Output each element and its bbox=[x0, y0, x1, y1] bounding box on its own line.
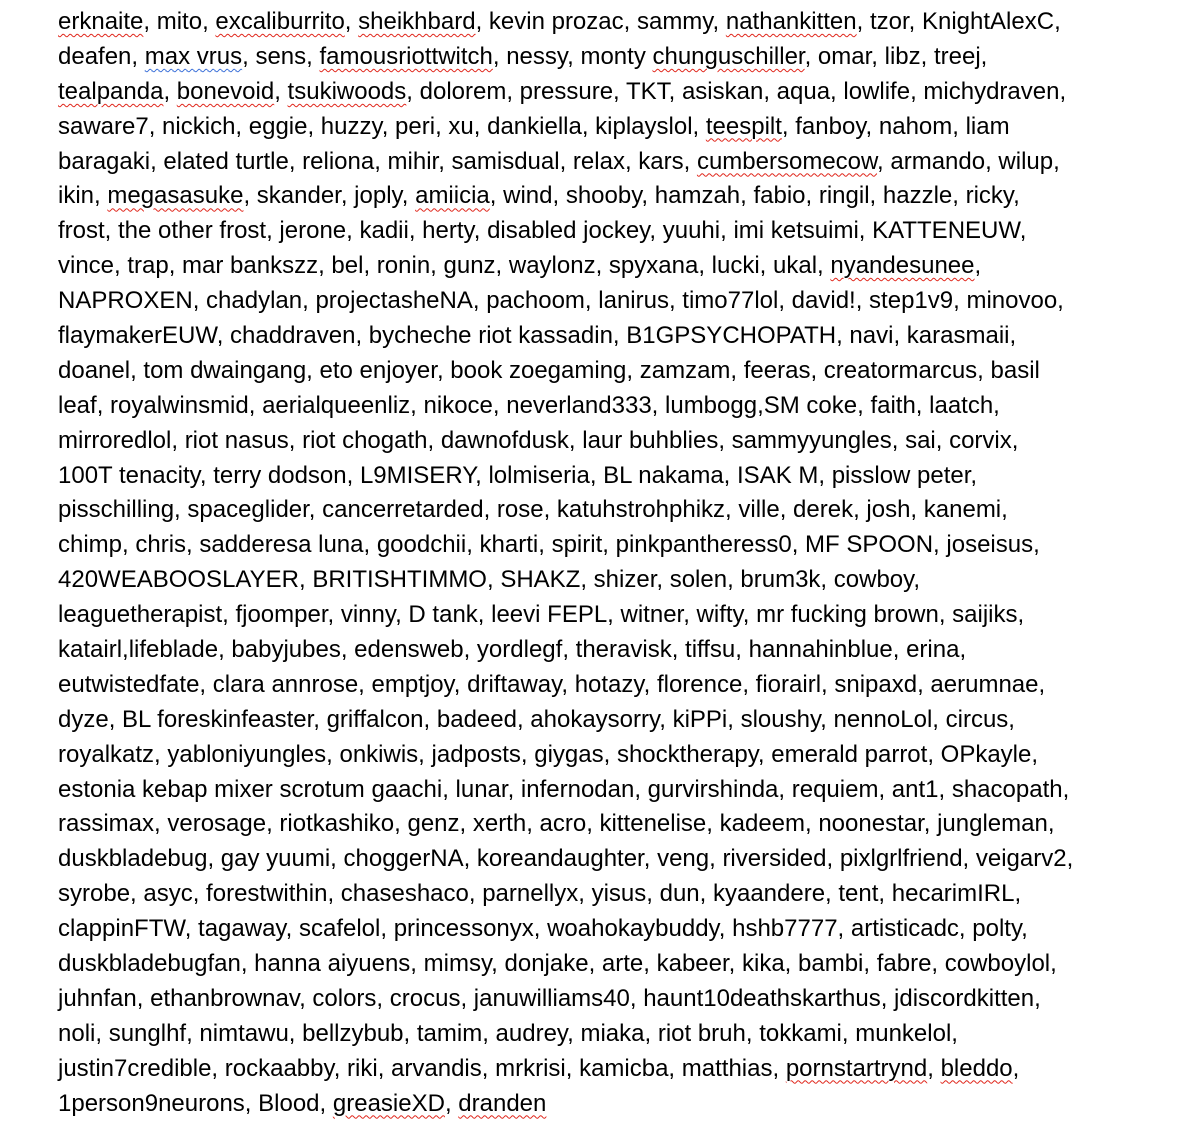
text-run: deafen, bbox=[58, 42, 145, 70]
text-run: royalkatz, yabloniyungles, onkiwis, jadposts, giygas, shocktherapy, emerald parrot, OPkayle, bbox=[58, 740, 1039, 768]
text-run: ikin, bbox=[58, 182, 108, 210]
text-run: noli, sunglhf, nimtawu, bellzybub, tamim, audrey, miaka, riot bruh, tokkami, munkelol, bbox=[58, 1019, 958, 1047]
text-run: estonia kebap mixer scrotum gaachi, lunar, infernodan, gurvirshinda, requiem, ant1, shacopath, bbox=[58, 775, 1070, 803]
text-run: dyze, BL foreskinfeaster, griffalcon, badeed, ahokaysorry, kiPPi, sloushy, nennoLol, circus, bbox=[58, 705, 1015, 733]
text-line bbox=[58, 877, 1184, 912]
spelling-error-underline: nyandesunee bbox=[830, 252, 975, 280]
text-run: , wind, shooby, hamzah, fabio, ringil, hazzle, ricky, bbox=[489, 182, 1020, 210]
spelling-error-underline: bleddo bbox=[940, 1054, 1013, 1082]
text-run: leaguetherapist, fjoomper, vinny, D tank, leevi FEPL, witner, wifty, mr fucking brown, saijiks, bbox=[58, 601, 1025, 629]
text-run: leaf, royalwinsmid, aerialqueenliz, nikoce, neverland333, lumbogg,SM coke, faith, laatch, bbox=[58, 391, 1000, 419]
text-run: NAPROXEN, chadylan, projectasheNA, pachoom, lanirus, timo77lol, david!, step1v9, minovoo, bbox=[58, 287, 1064, 315]
text-line bbox=[58, 459, 1184, 494]
text-run: , armando, wilup, bbox=[877, 147, 1060, 175]
text-line bbox=[58, 110, 1184, 145]
text-run: rassimax, verosage, riotkashiko, genz, xerth, acro, kittenelise, kadeem, noonestar, jungleman, bbox=[58, 810, 1055, 838]
spelling-error-underline: erknaite bbox=[58, 8, 144, 35]
spelling-error-underline: tealpanda bbox=[58, 77, 164, 105]
text-run: , sens, bbox=[242, 42, 320, 70]
spelling-error-underline: cumbersomecow bbox=[696, 147, 878, 175]
spelling-error-underline: greasieXD bbox=[332, 1089, 445, 1117]
text-line bbox=[58, 145, 1184, 180]
text-run: saware7, nickich, eggie, huzzy, peri, xu, dankiella, kiplayslol, bbox=[58, 112, 706, 140]
text-run: juhnfan, ethanbrownav, colors, crocus, januwilliams40, haunt10deathskarthus, jdiscordkitten, bbox=[58, 984, 1041, 1012]
text-run: , omar, libz, treej, bbox=[804, 42, 988, 70]
text-line bbox=[58, 389, 1184, 424]
text-line bbox=[58, 319, 1184, 354]
text-line bbox=[58, 424, 1184, 459]
text-run: eutwistedfate, clara annrose, emptjoy, driftaway, hotazy, florence, fiorairl, snipaxd, aerumnae, bbox=[58, 670, 1046, 698]
text-run: , bbox=[274, 77, 288, 105]
spelling-error-underline: tsukiwoods bbox=[287, 77, 407, 105]
spelling-error-underline: teespilt bbox=[705, 112, 782, 140]
document-body-text[interactable] bbox=[58, 5, 1184, 1122]
text-run: clappinFTW, tagaway, scafelol, princessonyx, woahokaybuddy, hshb7777, artisticadc, polty, bbox=[58, 915, 1028, 943]
text-line bbox=[58, 668, 1184, 703]
spelling-error-underline: sheikhbard bbox=[358, 8, 476, 35]
text-line bbox=[58, 354, 1184, 389]
grammar-error-underline: max vrus bbox=[144, 42, 243, 70]
text-run: duskbladebugfan, hanna aiyuens, mimsy, donjake, arte, kabeer, kika, bambi, fabre, cowboylol, bbox=[58, 950, 1057, 978]
text-run: 100T tenacity, terry dodson, L9MISERY, lolmiseria, BL nakama, ISAK M, pisslow peter, bbox=[58, 461, 978, 489]
spelling-error-underline: amiicia bbox=[415, 182, 490, 210]
text-line bbox=[58, 912, 1184, 947]
text-line bbox=[58, 493, 1184, 528]
spelling-error-underline: famousriottwitch bbox=[319, 42, 493, 70]
text-run: mirroredlol, riot nasus, riot chogath, dawnofdusk, laur buhblies, sammyyungles, sai, corvix, bbox=[58, 426, 1019, 454]
text-run: syrobe, asyc, forestwithin, chaseshaco, parnellyx, yisus, dun, kyaandere, tent, hecarimIRL, bbox=[58, 880, 1022, 908]
text-run: justin7credible, rockaabby, riki, arvandis, mrkrisi, kamicba, matthias, bbox=[58, 1054, 786, 1082]
text-line bbox=[58, 598, 1184, 633]
text-line bbox=[58, 807, 1184, 842]
text-run: pisschilling, spaceglider, cancerretarded, rose, katuhstrohphikz, ville, derek, josh, kanemi, bbox=[58, 496, 1008, 524]
text-run: , bbox=[927, 1054, 941, 1082]
text-line bbox=[58, 633, 1184, 668]
spelling-error-underline: chunguschiller bbox=[652, 42, 805, 70]
text-line bbox=[58, 738, 1184, 773]
text-run: frost, the other frost, jerone, kadii, herty, disabled jockey, yuuhi, imi ketsuimi, KATTENEUW, bbox=[58, 217, 1027, 245]
text-run: , nessy, monty bbox=[492, 42, 653, 70]
text-run: , bbox=[974, 252, 982, 280]
text-run: vince, trap, mar bankszz, bel, ronin, gunz, waylonz, spyxana, lucki, ukal, bbox=[58, 252, 831, 280]
text-run: doanel, tom dwaingang, eto enjoyer, book zoegaming, zamzam, feeras, creatormarcus, basil bbox=[58, 356, 1040, 384]
spelling-error-underline: nathankitten bbox=[725, 8, 857, 35]
spelling-error-underline: pornstartrynd bbox=[785, 1054, 928, 1082]
text-line bbox=[58, 703, 1184, 738]
text-line bbox=[58, 40, 1184, 75]
text-run: duskbladebug, gay yuumi, choggerNA, koreandaughter, veng, riversided, pixlgrlfriend, veigarv2, bbox=[58, 845, 1074, 873]
text-line bbox=[58, 5, 1184, 40]
text-line bbox=[58, 773, 1184, 808]
text-line bbox=[58, 563, 1184, 598]
text-line bbox=[58, 1087, 1184, 1122]
text-line bbox=[58, 75, 1184, 110]
spelling-error-underline: bonevoid bbox=[176, 77, 275, 105]
text-run: , bbox=[1012, 1054, 1020, 1082]
text-line bbox=[58, 249, 1184, 284]
text-run: 420WEABOOSLAYER, BRITISHTIMMO, SHAKZ, shizer, solen, brum3k, cowboy, bbox=[58, 566, 921, 594]
text-line bbox=[58, 528, 1184, 563]
text-run: 1person9neurons, Blood, bbox=[58, 1089, 333, 1117]
text-line bbox=[58, 982, 1184, 1017]
spelling-error-underline: megasasuke bbox=[107, 182, 244, 210]
text-line bbox=[58, 1052, 1184, 1087]
text-line bbox=[58, 214, 1184, 249]
text-line bbox=[58, 1017, 1184, 1052]
text-run: , skander, joply, bbox=[243, 182, 416, 210]
text-run: , kevin prozac, sammy, bbox=[475, 8, 726, 35]
text-run: flaymakerEUW, chaddraven, bycheche riot kassadin, B1GPSYCHOPATH, navi, karasmaii, bbox=[58, 322, 1017, 350]
text-run: chimp, chris, sadderesa luna, goodchii, kharti, spirit, pinkpantheress0, MF SPOON, joseisus, bbox=[58, 531, 1040, 559]
text-line bbox=[58, 947, 1184, 982]
text-run: , mito, bbox=[143, 8, 216, 35]
text-run: , bbox=[163, 77, 177, 105]
text-line bbox=[58, 842, 1184, 877]
text-line bbox=[58, 284, 1184, 319]
text-run: , bbox=[444, 1089, 459, 1117]
text-run: , bbox=[344, 8, 359, 35]
text-run: katairl,lifeblade, babyjubes, edensweb, yordlegf, theravisk, tiffsu, hannahinblue, erina, bbox=[58, 636, 967, 664]
text-line bbox=[58, 179, 1184, 214]
spelling-error-underline: excaliburrito bbox=[215, 8, 345, 35]
text-run: , fanboy, nahom, liam bbox=[781, 112, 1010, 140]
text-run: , tzor, KnightAlexC, bbox=[856, 8, 1061, 35]
text-run: , dolorem, pressure, TKT, asiskan, aqua, lowlife, michydraven, bbox=[406, 77, 1067, 105]
text-run: baragaki, elated turtle, reliona, mihir, samisdual, relax, kars, bbox=[58, 147, 697, 175]
spelling-error-underline: dranden bbox=[458, 1089, 547, 1117]
